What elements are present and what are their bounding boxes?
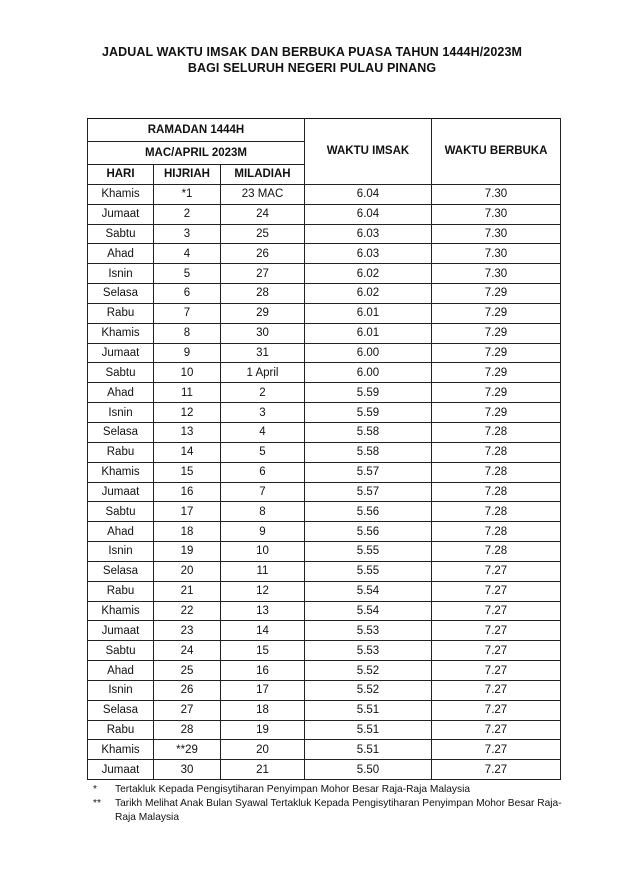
cell-berbuka: 7.29 (432, 284, 561, 304)
cell-berbuka: 7.28 (432, 542, 561, 562)
cell-berbuka: 7.28 (432, 422, 561, 442)
header-hijriah: HIJRIAH (154, 165, 221, 185)
header-berbuka: WAKTU BERBUKA (432, 119, 561, 185)
cell-miladiah: 15 (221, 641, 305, 661)
cell-miladiah: 21 (221, 760, 305, 780)
cell-imsak: 5.51 (305, 700, 432, 720)
cell-berbuka: 7.27 (432, 661, 561, 681)
cell-imsak: 5.56 (305, 502, 432, 522)
cell-hijriah: 4 (154, 244, 221, 264)
cell-hijriah: 10 (154, 363, 221, 383)
table-row (88, 422, 561, 442)
cell-imsak: 6.00 (305, 363, 432, 383)
cell-miladiah: 23 MAC (221, 184, 305, 204)
cell-berbuka: 7.27 (432, 740, 561, 760)
cell-hari: Ahad (88, 661, 154, 681)
cell-berbuka: 7.30 (432, 224, 561, 244)
cell-hari: Selasa (88, 422, 154, 442)
header-ramadan: RAMADAN 1444H (88, 119, 305, 142)
table-row (88, 343, 561, 363)
cell-imsak: 5.59 (305, 383, 432, 403)
schedule-body (88, 184, 561, 779)
cell-hari: Sabtu (88, 502, 154, 522)
cell-hari: Sabtu (88, 641, 154, 661)
cell-berbuka: 7.28 (432, 462, 561, 482)
cell-miladiah: 7 (221, 482, 305, 502)
table-row (88, 700, 561, 720)
cell-berbuka: 7.30 (432, 244, 561, 264)
cell-hijriah: 9 (154, 343, 221, 363)
table-row (88, 303, 561, 323)
cell-hari: Jumaat (88, 621, 154, 641)
cell-hijriah: 25 (154, 661, 221, 681)
cell-berbuka: 7.27 (432, 561, 561, 581)
cell-berbuka: 7.27 (432, 581, 561, 601)
cell-imsak: 5.53 (305, 641, 432, 661)
cell-hijriah: 14 (154, 442, 221, 462)
table-row (88, 561, 561, 581)
cell-miladiah: 12 (221, 581, 305, 601)
table-row (88, 661, 561, 681)
table-row (88, 760, 561, 780)
cell-imsak: 6.02 (305, 264, 432, 284)
cell-hari: Ahad (88, 244, 154, 264)
cell-hijriah: 18 (154, 522, 221, 542)
cell-hijriah: 7 (154, 303, 221, 323)
table-row (88, 680, 561, 700)
cell-hari: Selasa (88, 284, 154, 304)
table-row (88, 383, 561, 403)
cell-miladiah: 5 (221, 442, 305, 462)
cell-hijriah: 21 (154, 581, 221, 601)
table-row (88, 442, 561, 462)
table-row (88, 522, 561, 542)
table-row (88, 363, 561, 383)
table-row (88, 502, 561, 522)
cell-miladiah: 19 (221, 720, 305, 740)
cell-hari: Isnin (88, 403, 154, 423)
cell-miladiah: 24 (221, 204, 305, 224)
cell-imsak: 5.57 (305, 482, 432, 502)
cell-berbuka: 7.29 (432, 303, 561, 323)
cell-hijriah: 13 (154, 422, 221, 442)
cell-hijriah: 28 (154, 720, 221, 740)
footnote (93, 797, 563, 825)
title-line-2: BAGI SELURUH NEGERI PULAU PINANG (187, 61, 437, 75)
footnotes (93, 783, 563, 825)
cell-miladiah: 25 (221, 224, 305, 244)
table-row (88, 601, 561, 621)
cell-imsak: 5.50 (305, 760, 432, 780)
footnote-mark: * (93, 784, 97, 795)
cell-imsak: 5.58 (305, 442, 432, 462)
cell-hari: Khamis (88, 323, 154, 343)
table-row (88, 403, 561, 423)
cell-miladiah: 30 (221, 323, 305, 343)
cell-hijriah: 22 (154, 601, 221, 621)
table-row (88, 323, 561, 343)
table-row (88, 542, 561, 562)
cell-berbuka: 7.28 (432, 502, 561, 522)
cell-berbuka: 7.28 (432, 522, 561, 542)
cell-berbuka: 7.28 (432, 482, 561, 502)
cell-hijriah: 20 (154, 561, 221, 581)
cell-berbuka: 7.29 (432, 323, 561, 343)
cell-hari: Jumaat (88, 760, 154, 780)
cell-hari: Selasa (88, 700, 154, 720)
cell-berbuka: 7.27 (432, 601, 561, 621)
cell-miladiah: 17 (221, 680, 305, 700)
cell-berbuka: 7.29 (432, 383, 561, 403)
cell-hijriah: *1 (154, 184, 221, 204)
cell-miladiah: 2 (221, 383, 305, 403)
header-hari: HARI (88, 165, 154, 185)
cell-hari: Isnin (88, 542, 154, 562)
footnote-mark: ** (93, 798, 101, 809)
cell-miladiah: 4 (221, 422, 305, 442)
cell-hijriah: 11 (154, 383, 221, 403)
footnote (93, 783, 563, 797)
cell-hari: Isnin (88, 680, 154, 700)
table-row (88, 641, 561, 661)
cell-berbuka: 7.27 (432, 641, 561, 661)
table-row (88, 482, 561, 502)
cell-imsak: 6.01 (305, 323, 432, 343)
cell-imsak: 5.57 (305, 462, 432, 482)
title-line-1: JADUAL WAKTU IMSAK DAN BERBUKA PUASA TAHUN 1444H/2023M (101, 45, 523, 59)
cell-hari: Khamis (88, 462, 154, 482)
cell-miladiah: 14 (221, 621, 305, 641)
footnote-text: Tertakluk Kepada Pengisytiharan Penyimpan Mohor Besar Raja-Raja Malaysia (115, 784, 471, 795)
table-row (88, 244, 561, 264)
cell-hijriah: 24 (154, 641, 221, 661)
cell-berbuka: 7.30 (432, 204, 561, 224)
cell-imsak: 5.54 (305, 581, 432, 601)
table-row (88, 621, 561, 641)
cell-imsak: 5.52 (305, 680, 432, 700)
cell-hijriah: 6 (154, 284, 221, 304)
table-row (88, 720, 561, 740)
cell-miladiah: 8 (221, 502, 305, 522)
cell-hijriah: 15 (154, 462, 221, 482)
cell-berbuka: 7.27 (432, 760, 561, 780)
cell-berbuka: 7.30 (432, 264, 561, 284)
cell-hari: Isnin (88, 264, 154, 284)
cell-hijriah: 5 (154, 264, 221, 284)
cell-hari: Sabtu (88, 363, 154, 383)
table-row (88, 224, 561, 244)
table-row (88, 462, 561, 482)
cell-miladiah: 13 (221, 601, 305, 621)
header-month: MAC/APRIL 2023M (88, 142, 305, 165)
cell-berbuka: 7.28 (432, 442, 561, 462)
cell-imsak: 6.04 (305, 184, 432, 204)
cell-hijriah: 17 (154, 502, 221, 522)
cell-hari: Ahad (88, 383, 154, 403)
cell-miladiah: 1 April (221, 363, 305, 383)
cell-imsak: 5.55 (305, 542, 432, 562)
cell-hijriah: 23 (154, 621, 221, 641)
cell-hari: Jumaat (88, 343, 154, 363)
cell-miladiah: 31 (221, 343, 305, 363)
cell-hijriah: 8 (154, 323, 221, 343)
cell-imsak: 5.59 (305, 403, 432, 423)
cell-imsak: 6.03 (305, 224, 432, 244)
cell-miladiah: 26 (221, 244, 305, 264)
cell-berbuka: 7.29 (432, 343, 561, 363)
cell-imsak: 5.56 (305, 522, 432, 542)
cell-imsak: 5.52 (305, 661, 432, 681)
cell-berbuka: 7.29 (432, 403, 561, 423)
cell-hari: Rabu (88, 442, 154, 462)
table-row (88, 184, 561, 204)
cell-hijriah: **29 (154, 740, 221, 760)
cell-hijriah: 27 (154, 700, 221, 720)
cell-berbuka: 7.29 (432, 363, 561, 383)
table-row (88, 284, 561, 304)
cell-imsak: 5.58 (305, 422, 432, 442)
cell-hari: Khamis (88, 601, 154, 621)
cell-miladiah: 16 (221, 661, 305, 681)
cell-miladiah: 11 (221, 561, 305, 581)
cell-miladiah: 28 (221, 284, 305, 304)
header-imsak: WAKTU IMSAK (305, 119, 432, 185)
table-row (88, 740, 561, 760)
cell-hari: Rabu (88, 303, 154, 323)
cell-miladiah: 29 (221, 303, 305, 323)
cell-berbuka: 7.27 (432, 720, 561, 740)
cell-hari: Sabtu (88, 224, 154, 244)
header-miladiah: MILADIAH (221, 165, 305, 185)
table-row (88, 204, 561, 224)
cell-imsak: 5.51 (305, 720, 432, 740)
cell-imsak: 5.51 (305, 740, 432, 760)
cell-hari: Selasa (88, 561, 154, 581)
cell-miladiah: 27 (221, 264, 305, 284)
cell-hari: Rabu (88, 581, 154, 601)
footnote-text: Tarikh Melihat Anak Bulan Syawal Tertakluk Kepada Pengisytiharan Penyimpan Mohor Besar Raja-Raja Malaysia (115, 798, 562, 823)
cell-hijriah: 12 (154, 403, 221, 423)
cell-hijriah: 19 (154, 542, 221, 562)
cell-hari: Khamis (88, 184, 154, 204)
cell-hijriah: 16 (154, 482, 221, 502)
cell-miladiah: 18 (221, 700, 305, 720)
cell-hari: Ahad (88, 522, 154, 542)
table-row (88, 264, 561, 284)
cell-imsak: 6.02 (305, 284, 432, 304)
cell-imsak: 6.00 (305, 343, 432, 363)
cell-hijriah: 30 (154, 760, 221, 780)
cell-imsak: 6.03 (305, 244, 432, 264)
cell-hijriah: 3 (154, 224, 221, 244)
cell-imsak: 6.01 (305, 303, 432, 323)
cell-berbuka: 7.27 (432, 621, 561, 641)
cell-hari: Khamis (88, 740, 154, 760)
cell-miladiah: 20 (221, 740, 305, 760)
cell-imsak: 5.55 (305, 561, 432, 581)
cell-hari: Rabu (88, 720, 154, 740)
cell-imsak: 5.54 (305, 601, 432, 621)
cell-miladiah: 3 (221, 403, 305, 423)
table-row (88, 581, 561, 601)
cell-miladiah: 6 (221, 462, 305, 482)
schedule-table (87, 118, 561, 780)
cell-hari: Jumaat (88, 482, 154, 502)
cell-imsak: 6.04 (305, 204, 432, 224)
cell-berbuka: 7.27 (432, 700, 561, 720)
cell-hari: Jumaat (88, 204, 154, 224)
document-title (0, 44, 624, 76)
cell-imsak: 5.53 (305, 621, 432, 641)
cell-miladiah: 9 (221, 522, 305, 542)
cell-berbuka: 7.30 (432, 184, 561, 204)
cell-hijriah: 2 (154, 204, 221, 224)
cell-berbuka: 7.27 (432, 680, 561, 700)
cell-hijriah: 26 (154, 680, 221, 700)
cell-miladiah: 10 (221, 542, 305, 562)
